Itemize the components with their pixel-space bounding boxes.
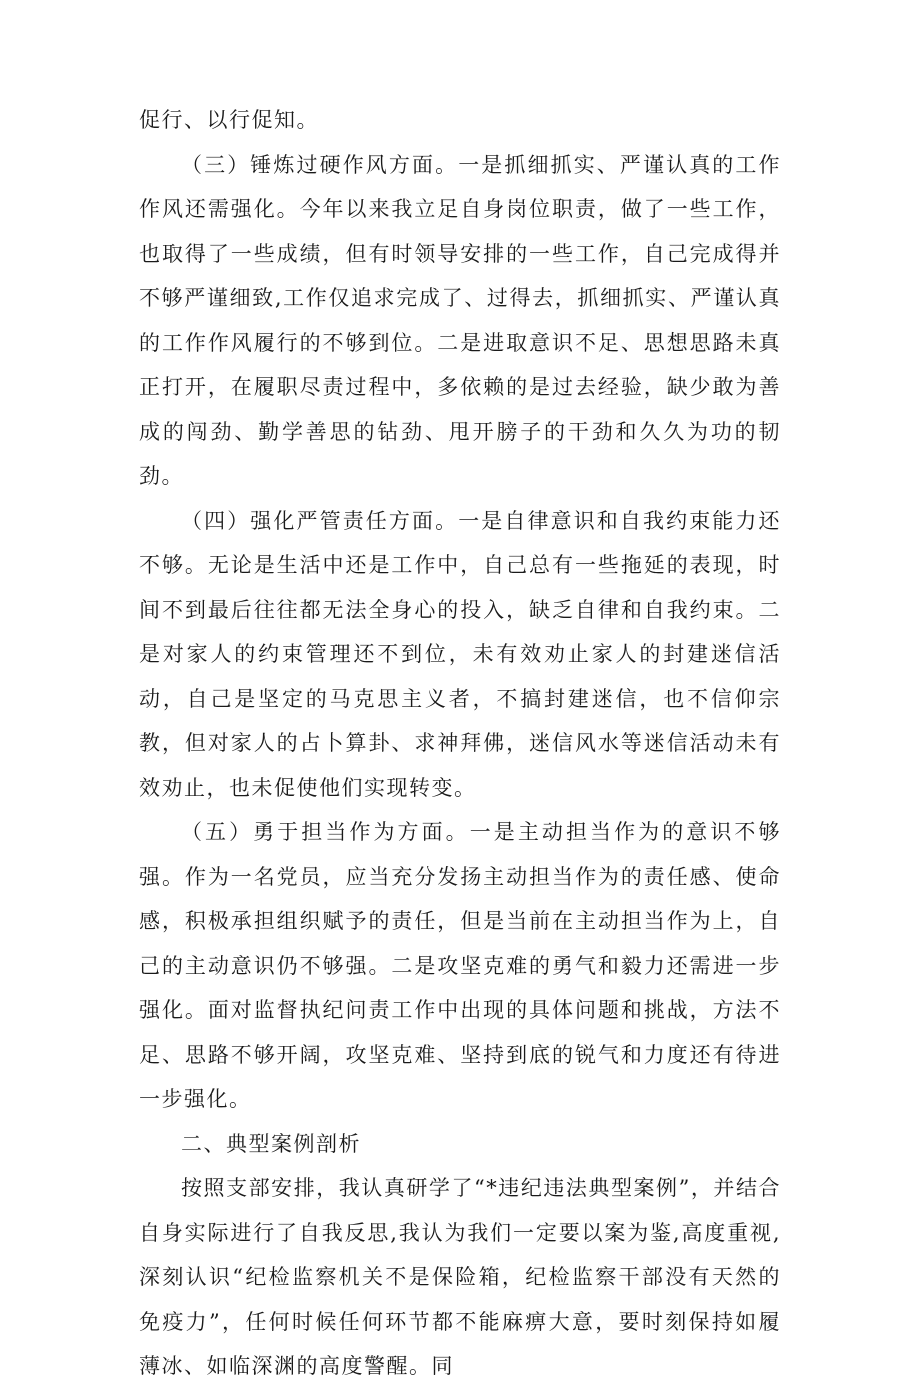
paragraph-section-four: （四）强化严管责任方面。一是自律意识和自我约束能力还不够。无论是生活中还是工作中，自己总有一些拖延的表现，时间不到最后往往都无法全身心的投入，缺乏自律和自我约束。二是对家人的约束管理还不到位，未有效劝止家人的封建迷信活动，自己是坚定的马克思主义者，不搞封建迷信，也不信仰宗教，但对家人的占卜算卦、求神拜佛，迷信风水等迷信活动未有效劝止，也未促使他们实现转变。 (139, 508, 781, 800)
paragraph-case-analysis: 按照支部安排，我认真研学了“*违纪违法典型案例”，并结合自身实际进行了自我反思,我认为我们一定要以案为鉴,高度重视,深刻认识“纪检监察机关不是保险箱，纪检监察干部没有天然的免疫力”，任何时候任何环节都不能麻痹大意，要时刻保持如履薄冰、如临深渊的高度警醒。同 (139, 1176, 781, 1378)
paragraph-section-five: （五）勇于担当作为方面。一是主动担当作为的意识不够强。作为一名党员，应当充分发扬主动担当作为的责任感、使命感，积极承担组织赋予的责任，但是当前在主动担当作为上，自己的主动意识仍不够强。二是攻坚克难的勇气和毅力还需进一步强化。面对监督执纪问责工作中出现的具体问题和挑战，方法不足、思路不够开阔，攻坚克难、坚持到底的锐气和力度还有待进一步强化。 (139, 820, 781, 1111)
document-body (139, 98, 781, 1389)
paragraph-section-three: （三）锤炼过硬作风方面。一是抓细抓实、严谨认真的工作作风还需强化。今年以来我立足自身岗位职责，做了一些工作，也取得了一些成绩，但有时领导安排的一些工作，自己完成得并不够严谨细致,工作仅追求完成了、过得去，抓细抓实、严谨认真的工作作风履行的不够到位。二是进取意识不足、思想思路未真正打开，在履职尽责过程中，多依赖的是过去经验，缺少敢为善成的闯劲、勤学善思的钻劲、甩开膀子的干劲和久久为功的韧劲。 (139, 152, 781, 488)
paragraph-continuation: 促行、以行促知。 (139, 108, 319, 132)
section-heading-case-analysis: 二、典型案例剖析 (181, 1131, 361, 1156)
